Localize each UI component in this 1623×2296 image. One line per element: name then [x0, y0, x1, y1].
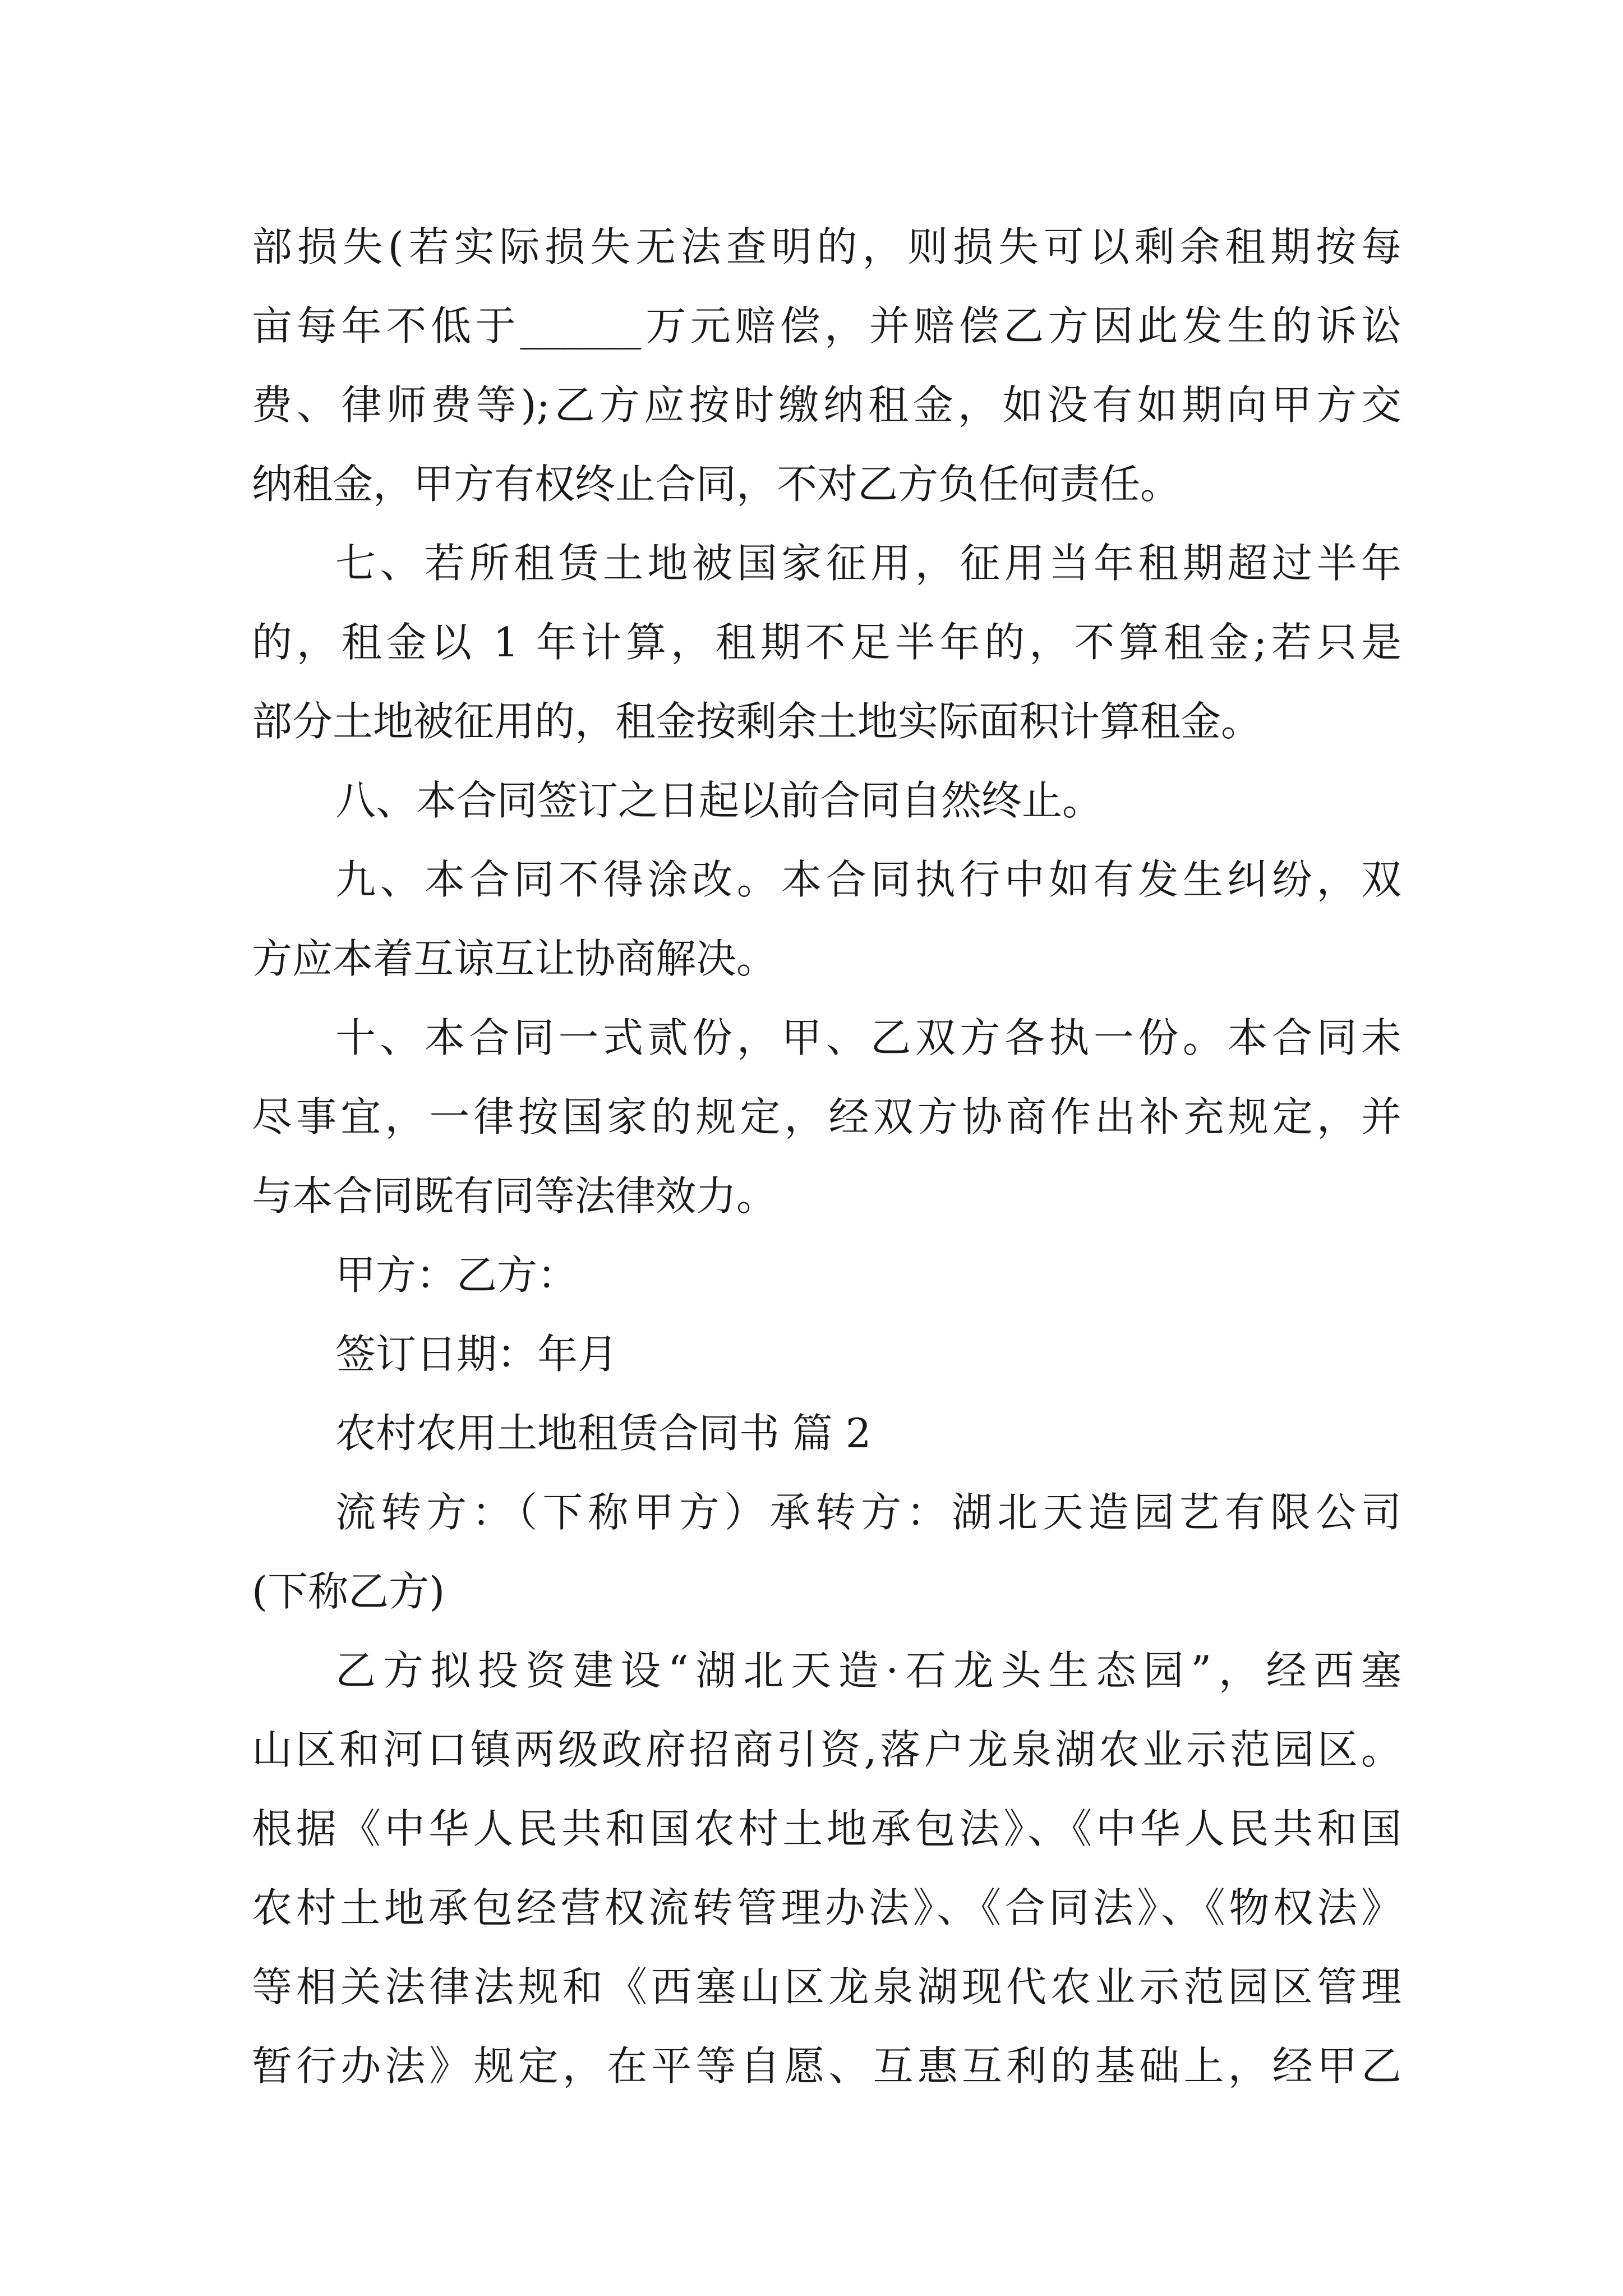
text-line: 暂行办法》规定，在平等自愿、互惠互利的基础上，经甲乙: [252, 2042, 1401, 2090]
text-line: 方应本着互谅互让协商解决。: [252, 935, 777, 982]
text-line: 乙方拟投资建设“湖北天造·石龙头生态园”，经西塞: [335, 1647, 1401, 1694]
text-line: 八、本合同签订之日起以前合同自然终止。: [335, 777, 1103, 824]
text-line: (下称乙方): [252, 1568, 445, 1615]
text-line: 十、本合同一式贰份，甲、乙双方各执一份。本合同未: [335, 1014, 1401, 1061]
text-line: 甲方：乙方：: [335, 1251, 578, 1299]
document-body: [252, 208, 1401, 2106]
text-line: 部损失(若实际损失无法查明的，则损失可以剩余租期按每: [252, 223, 1401, 270]
text-line: 九、本合同不得涂改。本合同执行中如有发生纠纷，双: [335, 856, 1401, 903]
text-line: 纳租金，甲方有权终止合同，不对乙方负任何责任。: [252, 461, 1181, 508]
text-line: 与本合同既有同等法律效力。: [252, 1172, 777, 1220]
text-line: 亩每年不低于______万元赔偿，并赔偿乙方因此发生的诉讼: [252, 302, 1401, 349]
text-line: 农村农用土地租赁合同书 篇 2: [335, 1410, 872, 1457]
text-line: 尽事宜，一律按国家的规定，经双方协商作出补充规定，并: [252, 1093, 1401, 1140]
text-line: 根据《中华人民共和国农村土地承包法》、《中华人民共和国: [252, 1805, 1401, 1852]
text-line: 费、律师费等);乙方应按时缴纳租金，如没有如期向甲方交: [252, 381, 1401, 429]
text-line: 山区和河口镇两级政府招商引资,落户龙泉湖农业示范园区。: [252, 1726, 1401, 1773]
text-line: 等相关法律法规和《西塞山区龙泉湖现代农业示范园区管理: [252, 1963, 1401, 2010]
text-line: 部分土地被征用的，租金按剩余土地实际面积计算租金。: [252, 698, 1262, 745]
text-line: 签订日期：年月: [335, 1331, 619, 1378]
text-line: 流转方：（下称甲方）承转方：湖北天造园艺有限公司: [335, 1489, 1401, 1536]
text-line: 七、若所租赁土地被国家征用，征用当年租期超过半年: [335, 540, 1401, 587]
text-line: 农村土地承包经营权流转管理办法》、《合同法》、《物权法》: [252, 1884, 1401, 1931]
text-line: 的，租金以 1 年计算，租期不足半年的，不算租金;若只是: [252, 619, 1401, 666]
